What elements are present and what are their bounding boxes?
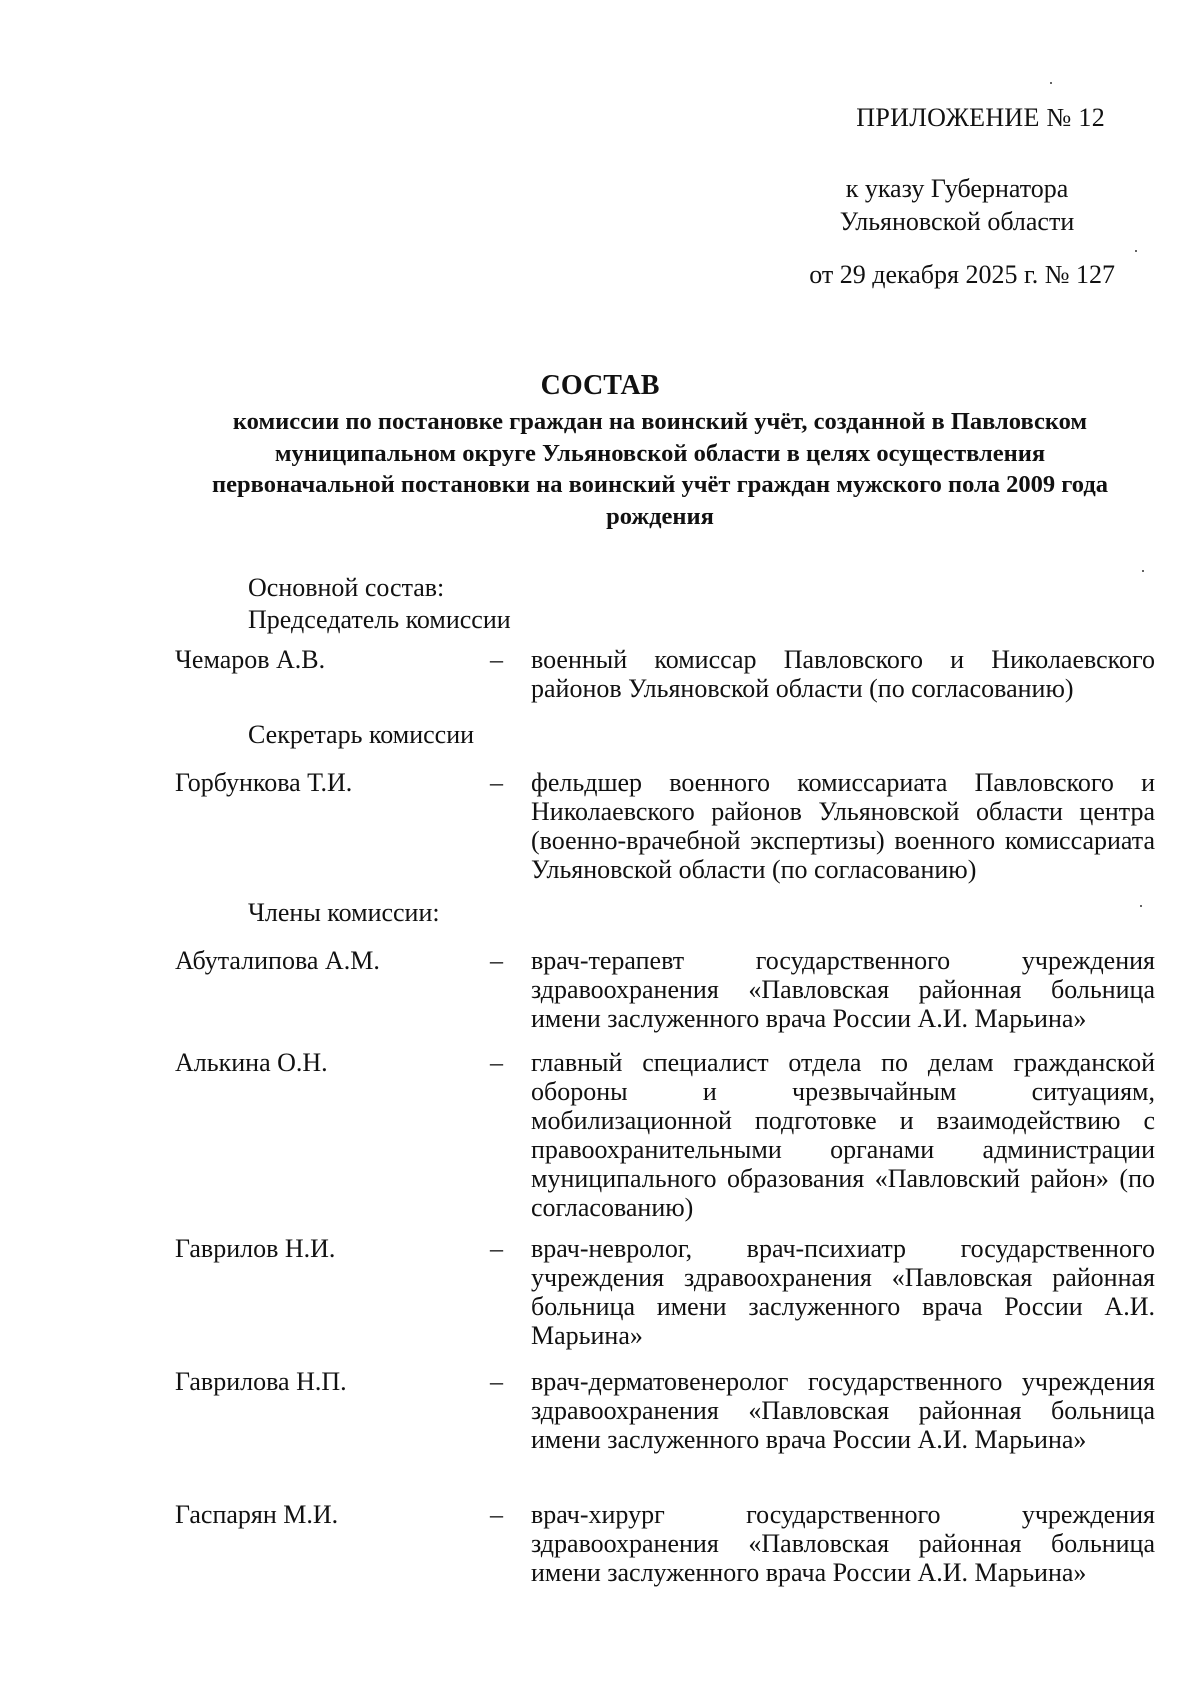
section-main-composition: Основной состав: [248, 573, 445, 602]
member-role: врач-дерматовенеролог государственного учреждения здравоохранения «Павловская районная больница имени заслуженного врача России А.И. Марьина» [531, 1367, 1155, 1454]
member-name: Алькина О.Н. [175, 1048, 328, 1077]
scan-speck [1135, 250, 1137, 252]
dash-separator: – [490, 1367, 503, 1396]
member-role: фельдшер военного комиссариата Павловского и Николаевского районов Ульяновской области центра (военно-врачебной экспертизы) военного комиссариата Ульяновской области (по согласованию) [531, 768, 1155, 884]
member-role: врач-хирург государственного учреждения здравоохранения «Павловская районная больница имени заслуженного врача России А.И. Марьина» [531, 1500, 1155, 1587]
dash-separator: – [490, 946, 503, 975]
document-title: СОСТАВ [540, 370, 660, 401]
decree-line-1: к указу Губернатора [845, 174, 1069, 203]
document-subtitle: комиссии по постановке граждан на воинский учёт, созданной в Павловском муниципальном округе Ульяновской области в целях осуществления первоначальной постановки на воинский учёт граждан мужского пола 2009 года рождения [212, 408, 1108, 530]
member-name: Чемаров А.В. [175, 645, 326, 674]
decree-reference [822, 172, 1092, 238]
member-name: Гаспарян М.И. [175, 1500, 339, 1529]
section-secretary: Секретарь комиссии [248, 720, 475, 749]
appendix-number: ПРИЛОЖЕНИЕ № 12 [856, 103, 1105, 132]
section-members: Члены комиссии: [248, 898, 440, 927]
member-role: главный специалист отдела по делам гражданской обороны и чрезвычайным ситуациям, мобилизационной подготовке и взаимодействию с правоохранительными органами администрации муниципального образования «Павловский район» (по согласованию) [531, 1048, 1155, 1222]
section-chairman: Председатель комиссии [248, 605, 511, 634]
dash-separator: – [490, 1500, 503, 1529]
member-name: Гаврилова Н.П. [175, 1367, 347, 1396]
member-name: Горбункова Т.И. [175, 768, 353, 797]
decree-line-2: Ульяновской области [839, 207, 1075, 236]
scan-speck [1142, 570, 1144, 572]
member-name: Гаврилов Н.И. [175, 1234, 336, 1263]
scan-speck [1140, 905, 1142, 907]
member-role: военный комиссар Павловского и Николаевского районов Ульяновской области (по согласованию) [531, 645, 1155, 703]
member-role: врач-невролог, врач-психиатр государственного учреждения здравоохранения «Павловская районная больница имени заслуженного врача России А.И. Марьина» [531, 1234, 1155, 1350]
member-role: врач-терапевт государственного учреждения здравоохранения «Павловская районная больница имени заслуженного врача России А.И. Марьина» [531, 946, 1155, 1033]
dash-separator: – [490, 1048, 503, 1077]
member-name: Абуталипова А.М. [175, 946, 380, 975]
dash-separator: – [490, 1234, 503, 1263]
scan-speck [1050, 82, 1052, 84]
dash-separator: – [490, 645, 503, 674]
dash-separator: – [490, 768, 503, 797]
decree-date: от 29 декабря 2025 г. № 127 [809, 260, 1115, 289]
